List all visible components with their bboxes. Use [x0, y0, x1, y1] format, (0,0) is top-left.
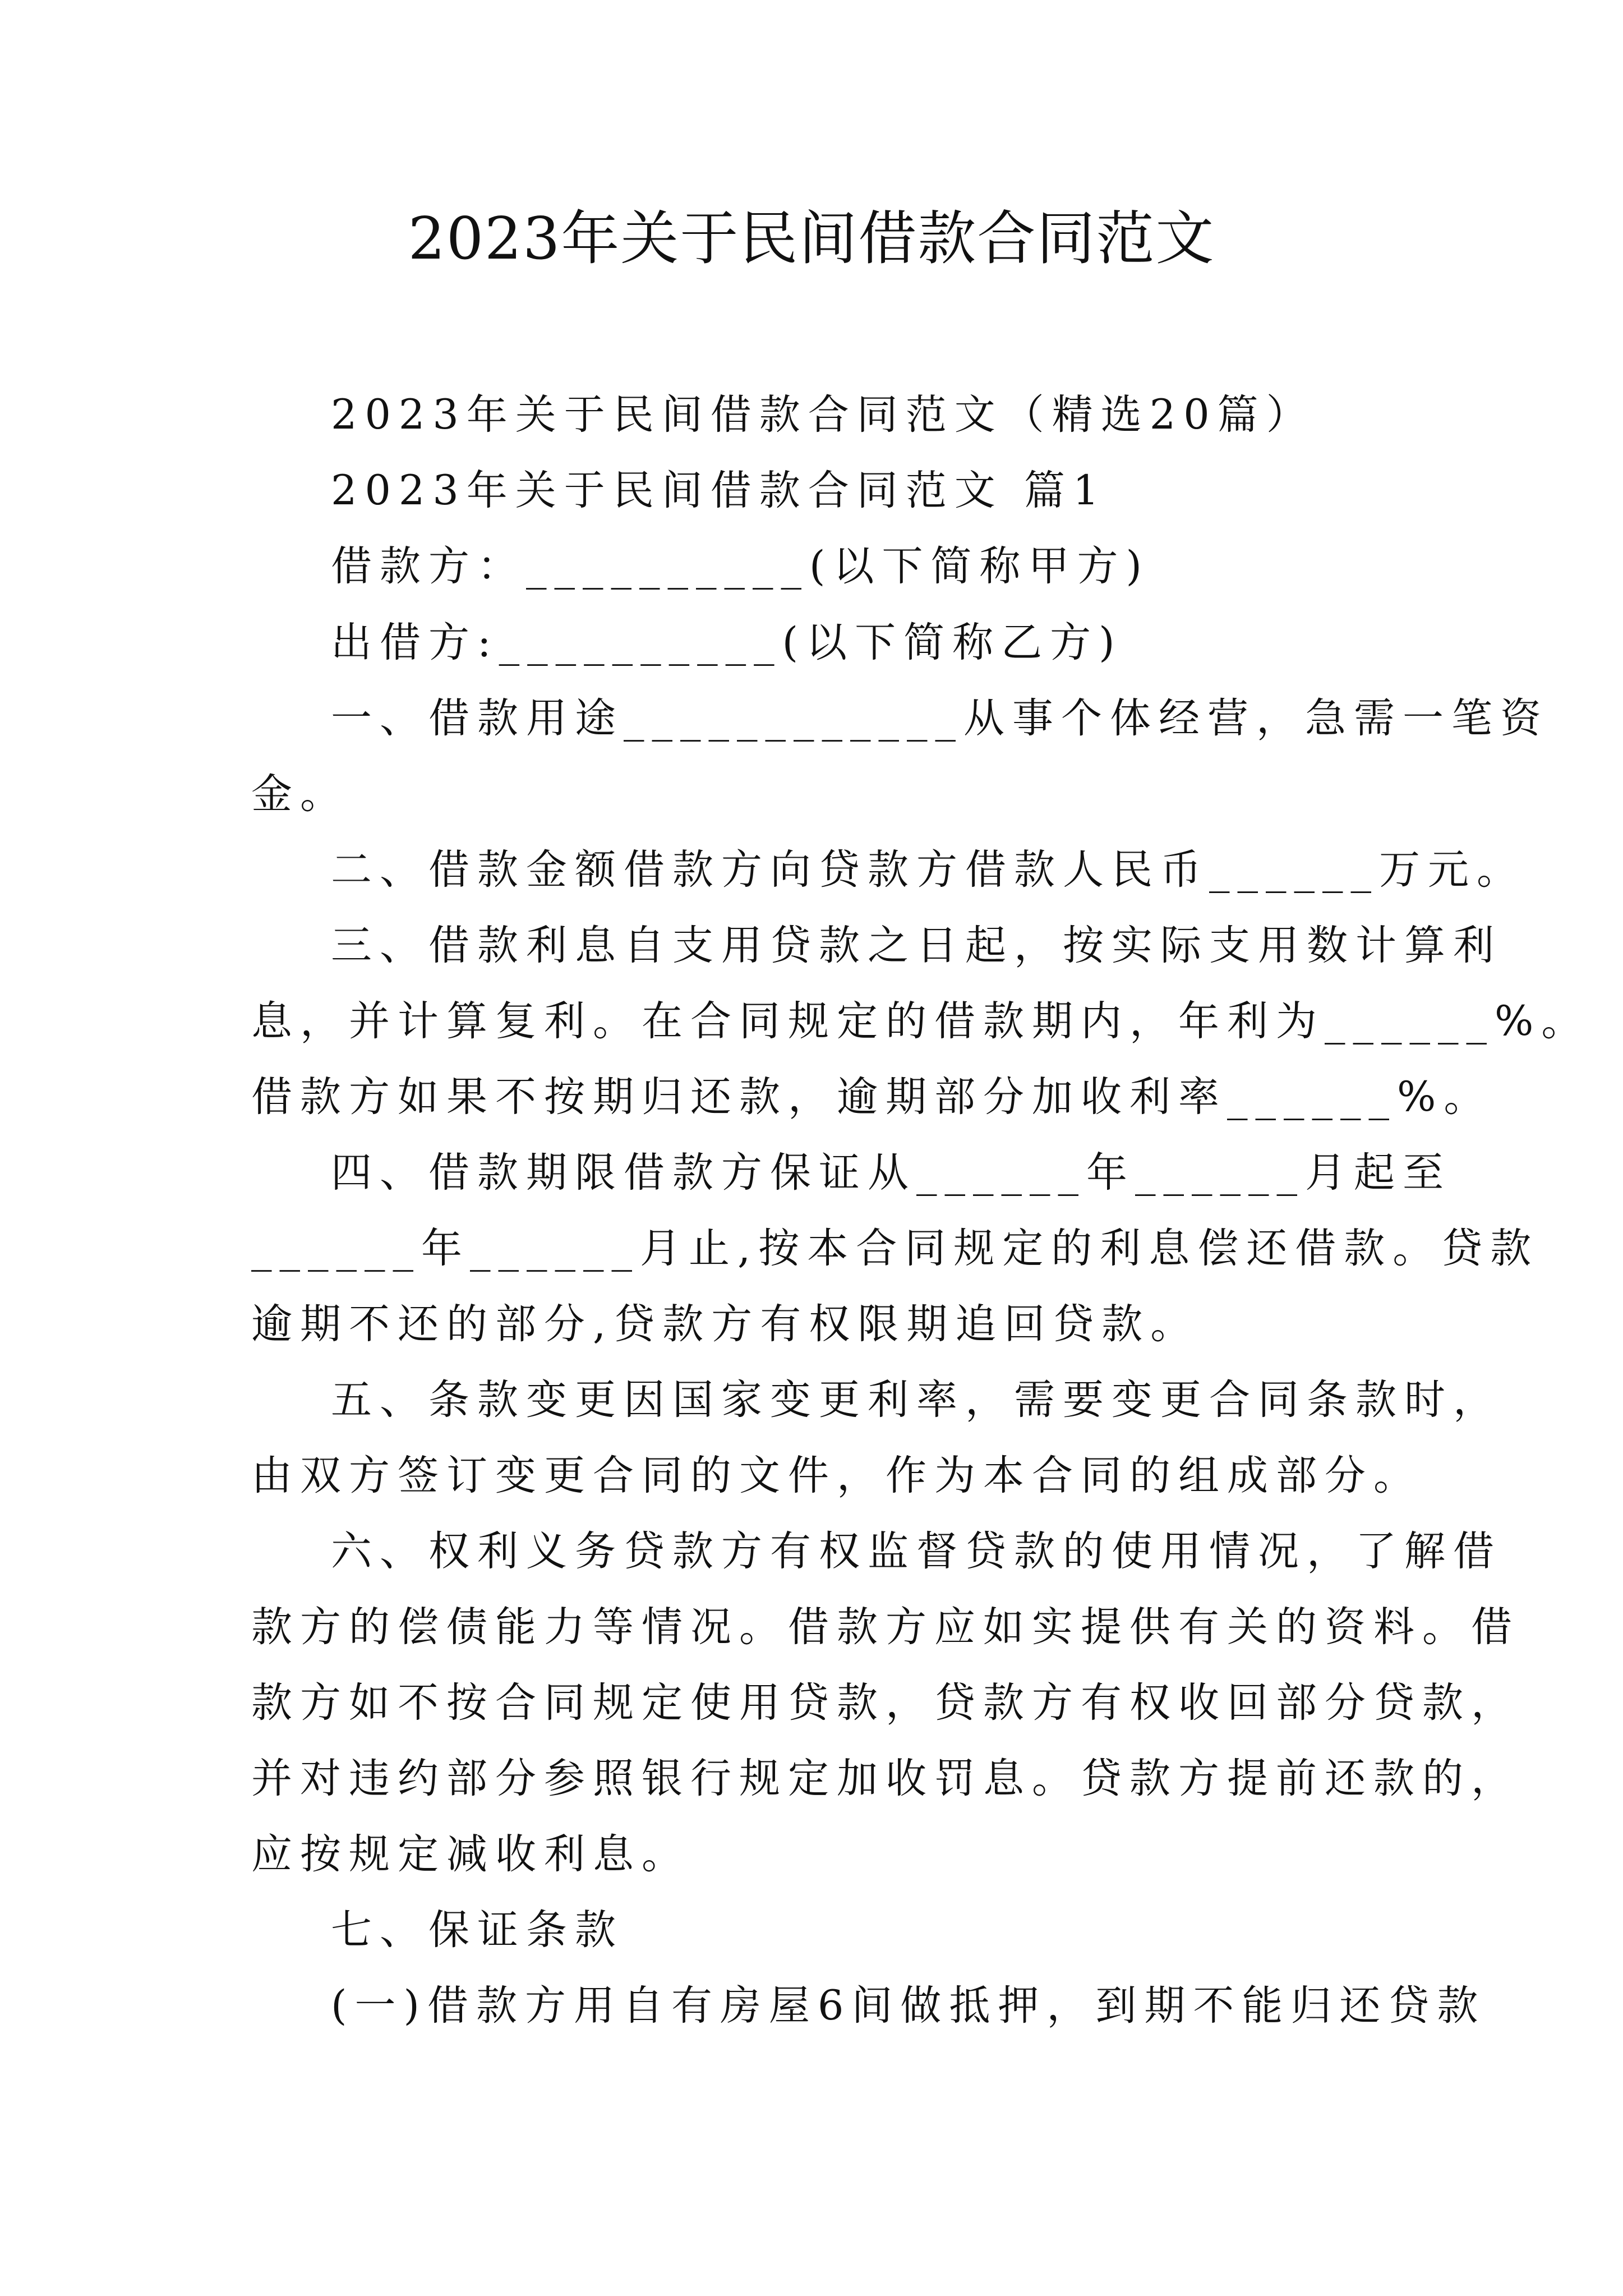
clause-6-line-4: 并对违约部分参照银行规定加收罚息。贷款方提前还款的，	[251, 1755, 1520, 1802]
clause-6-line-1: 六、权利义务贷款方有权监督贷款的使用情况，了解借	[331, 1527, 1502, 1575]
clause-4-line-2: ______年______月止,按本合同规定的利息偿还借款。贷款	[251, 1225, 1539, 1272]
section-heading: 2023年关于民间借款合同范文 篇1	[331, 467, 1107, 514]
subtitle-line: 2023年关于民间借款合同范文（精选20篇）	[331, 391, 1315, 439]
clause-3-line-1: 三、借款利息自支用贷款之日起，按实际支用数计算利	[331, 922, 1502, 969]
clause-5-line-1: 五、条款变更因国家变更利率，需要变更合同条款时，	[331, 1376, 1502, 1424]
clause-5-line-2: 由双方签订变更合同的文件，作为本合同的组成部分。	[251, 1452, 1422, 1499]
borrower-line: 借款方：__________(以下简称甲方)	[331, 542, 1150, 590]
clause-4-line-1: 四、借款期限借款方保证从______年______月起至	[331, 1149, 1451, 1197]
clause-2-line-1: 二、借款金额借款方向贷款方借款人民币______万元。	[331, 846, 1525, 894]
clause-4-line-3: 逾期不还的部分,贷款方有权限期追回贷款。	[251, 1300, 1200, 1348]
lender-line: 出借方:__________(以下简称乙方)	[331, 619, 1123, 666]
document-title: 2023年关于民间借款合同范文	[408, 204, 1215, 273]
clause-7-line-1: (一)借款方用自有房屋6间做抵押，到期不能归还贷款	[331, 1982, 1486, 2030]
clause-3-line-3: 借款方如果不按期归还款，逾期部分加收利率______%。	[251, 1073, 1493, 1121]
clause-1-line-1: 一、借款用途____________从事个体经营，急需一笔资	[331, 694, 1549, 742]
clause-1-line-2: 金。	[251, 770, 349, 818]
clause-6-line-2: 款方的偿债能力等情况。借款方应如实提供有关的资料。借	[251, 1603, 1520, 1651]
clause-7-heading: 七、保证条款	[331, 1906, 624, 1954]
clause-6-line-5: 应按规定减收利息。	[251, 1830, 690, 1878]
clause-3-line-2: 息，并计算复利。在合同规定的借款期内，年利为______%。	[251, 997, 1590, 1045]
clause-6-line-3: 款方如不按合同规定使用贷款，贷款方有权收回部分贷款，	[251, 1679, 1520, 1727]
